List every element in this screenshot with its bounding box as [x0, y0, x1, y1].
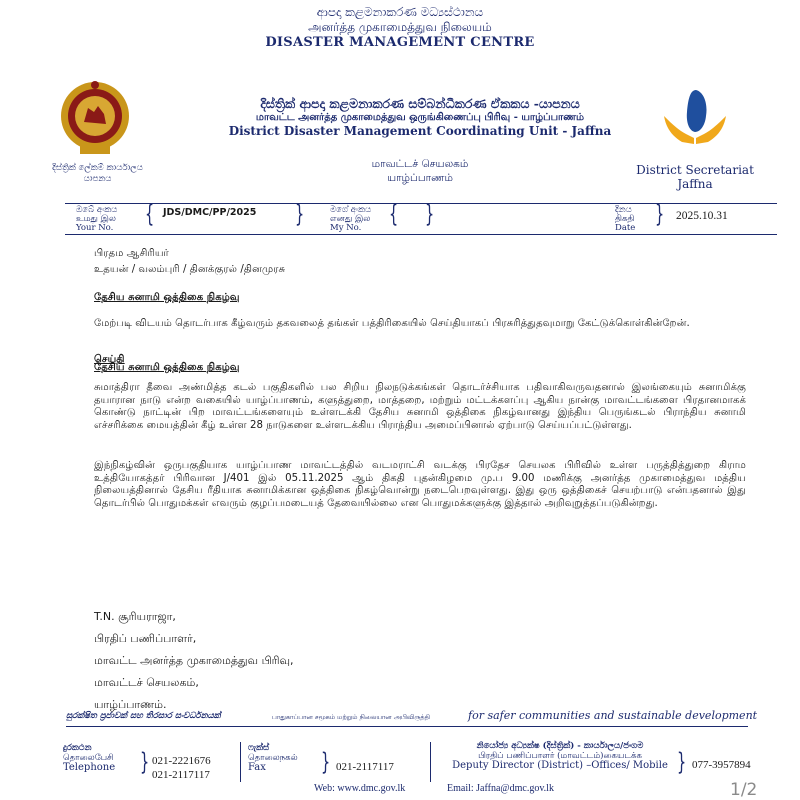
date-labels	[615, 206, 635, 233]
footer-divider	[240, 742, 241, 782]
footer-divider	[430, 742, 431, 782]
brace-divider: }	[295, 200, 305, 228]
brace-divider: }	[140, 748, 150, 776]
page-indicator: 1/2	[730, 780, 758, 800]
dd-label-en: Deputy Director (District) –Offices/ Mobile	[452, 760, 668, 771]
signatory-title: பிரதிப் பணிப்பாளர்,	[94, 632, 197, 645]
news-paragraph-1: சுமாத்திரா தீவை அண்மித்த கடல் பகுதிகளில் பல சிறிய நிலநடுக்கங்கள் தொடர்ச்சியாக பதிவாகிவருவதனால் இலங்கையும் சுனாமிக்கு தயாரான நாடு என்ற வகையில் யாழ்ப்பாணம், களுத்துறை, மாத்தறை, மற்றும் மட்டக்களப்பு ஆகிய நான்கு மாவட்டங்களை பிரதானமாகக் கொண்டு நாட்டின் பிற மாவட்டங்களையும் உள்ளடக்கி தேசிய சுனாமி ஒத்திகை நிகழ்வானது இந்திய பெருங்கடல் பிராந்திய சுனாமி எச்சரிக்கை மையத்தின் கீழ் உள்ள 28 நாடுகளை உள்ளடக்கிய பிராந்திய அமைப்பினால் ஏற்பாடு செய்யப்பட்டுள்ளது.	[94, 382, 746, 431]
right-caption-line2: Jaffna	[677, 177, 713, 191]
fax-label-en: Fax	[248, 762, 266, 773]
tel-label-en: Telephone	[63, 762, 116, 773]
addressee-line1: பிரதம ஆசிரியர்	[94, 248, 169, 259]
intro-paragraph: மேற்படி விடயம் தொடர்பாக கீழ்வரும் தகவலைத் தங்கள் பத்திரிகையில் செய்தியாகப் பிரசுரித்துதவுமாறு கேட்டுக்கொள்கின்றேன்.	[94, 318, 690, 329]
my-no-labels	[330, 206, 371, 233]
your-no-value: JDS/DMC/PP/2025	[163, 207, 257, 218]
brace-divider: }	[677, 748, 687, 776]
brace-divider: }	[425, 200, 435, 228]
your-no-label-si: ඔබේ අංකය	[76, 205, 118, 215]
fax-label-si: ෆැක්ස්	[248, 743, 270, 753]
dd-label-ta: பிரதிப் பணிப்பாளர் (மாவட்டம்)கையடக்க	[478, 751, 642, 761]
right-caption-line1: District Secretariat	[636, 163, 754, 177]
sri-lanka-emblem-icon	[58, 78, 132, 158]
fax-number: 021-2117117	[336, 761, 394, 773]
fax-labels	[248, 743, 298, 773]
telephone-numbers	[152, 754, 211, 782]
tel-label-ta: தொலைபேசி	[63, 753, 114, 763]
signatory-name: T.N. சூரியராஜா,	[94, 610, 176, 623]
tagline-english: for safer communities and sustainable development	[468, 709, 758, 722]
signatory-city: யாழ்ப்பாணம்.	[94, 698, 167, 711]
deputy-director-labels	[440, 741, 680, 771]
deputy-director-mobile: 077-3957894	[692, 759, 751, 771]
telephone-labels	[63, 743, 115, 773]
left-caption-line1: දිස්ත්‍රික් ලේකම් කාර්යාලය	[52, 163, 143, 173]
center-caption-line1: மாவட்டச் செயலகம்	[371, 158, 469, 170]
signatory-office: மாவட்டச் செயலகம்,	[94, 676, 199, 689]
email-link[interactable]: Email: Jaffna@dmc.gov.lk	[447, 783, 554, 794]
addressee-line2: உதயன் / வலம்புரி / தினக்குரல் /தினமுரசு	[94, 264, 286, 275]
date-label-ta: திகதி	[615, 214, 635, 224]
unit-title-tamil: மாவட்ட அனர்த்த முகாமைத்துவ ஒருங்கிணைப்பு பிரிவு - யாழ்ப்பாணம்	[255, 112, 585, 123]
center-caption-line2: யாழ்ப்பாணம்	[387, 172, 453, 184]
unit-title-english: District Disaster Management Coordinating Unit - Jaffna	[228, 124, 612, 138]
your-no-label-en: Your No.	[76, 223, 114, 233]
website-link[interactable]: Web: www.dmc.gov.lk	[314, 783, 406, 794]
my-no-label-en: My No.	[330, 223, 362, 233]
dd-label-si: නියෝජ්‍ය අධ්‍යක්ෂ (දිස්ත්‍රික්) - කාර්යාලය/ජංගම	[476, 741, 644, 751]
date-label-en: Date	[615, 223, 636, 233]
telephone-2: 021-2117117	[152, 769, 210, 781]
brace-divider: {	[389, 200, 399, 228]
my-no-label-ta: எனது இல	[330, 214, 371, 224]
date-value: 2025.10.31	[676, 210, 728, 222]
date-label-si: දිනය	[615, 205, 632, 215]
fax-label-ta: தொலைநகல்	[248, 753, 298, 763]
your-no-labels	[76, 206, 117, 233]
brace-divider: }	[655, 200, 665, 228]
unit-title-sinhala: දිස්ත්‍රික් ආපදා කළමනාකරණ සම්බන්ධීකරණ ඒකකය -යාපනය	[260, 96, 580, 111]
your-no-label-ta: உமது இல	[76, 214, 116, 224]
header-english: DISASTER MANAGEMENT CENTRE	[265, 35, 535, 50]
dmc-logo-icon	[660, 82, 730, 152]
header-tamil: அனர்த்த முகாமைத்துவ நிலையம்	[308, 20, 492, 34]
brace-divider: {	[145, 200, 155, 228]
left-caption-line2: යාපනය	[83, 174, 112, 184]
tagline-sinhala: සුරක්ෂිත ප්‍රජාවක් සහ තිරසාර සංවර්ධනයක්	[66, 711, 221, 721]
news-label: செய்தி	[94, 354, 125, 365]
tel-label-si: දුරකථන	[63, 743, 92, 753]
signatory-division: மாவட்ட அனர்த்த முகாமைத்துவ பிரிவு,	[94, 654, 294, 667]
news-paragraph-2: இந்நிகழ்வின் ஒருபகுதியாக யாழ்ப்பாண மாவட்டத்தில் வடமராட்சி வடக்கு பிரதேச செயலக பிரிவில் உள்ள பருத்தித்துறை கிராம உத்தியோகத்தர் பிரிவான J/401 இல் 05.11.2025 ஆம் திகதி புதன்கிழமை மு.ப 9.00 மணிக்கு அனர்த்த முகாமைத்துவ மத்திய நிலையத்தினால் தேசிய ரீதியாக சுனாமிக்கான ஒத்திகை நிகழ்வொன்று நடைபெறவுள்ளது. இது ஒரு ஒத்திகைச் செயற்பாடு என்பதனால் இது தொடர்பில் பொதுமக்கள் எவரும் குழப்பமடையத் தேவையில்லை என பொதுமக்களுக்கு இத்தால் அறிவுறுத்தப்படுகின்றது.	[94, 460, 746, 509]
tagline-tamil: பாதுகாப்பான சமூகம் மற்றும் நிலையான அபிவிருத்தி	[272, 713, 430, 721]
letter-subject: தேசிய சுனாமி ஒத்திகை நிகழ்வு	[94, 292, 240, 303]
brace-divider: }	[321, 748, 331, 776]
news-title: தேசிய சுனாமி ஒத்திகை நிகழ்வு	[94, 362, 240, 373]
telephone-1: 021-2221676	[152, 755, 211, 767]
header-sinhala: ආපදා කළමනාකරණ මධ්‍යස්ථානය	[316, 5, 484, 19]
my-no-label-si: මගේ අංකය	[330, 205, 372, 215]
tagline-divider	[66, 726, 748, 727]
